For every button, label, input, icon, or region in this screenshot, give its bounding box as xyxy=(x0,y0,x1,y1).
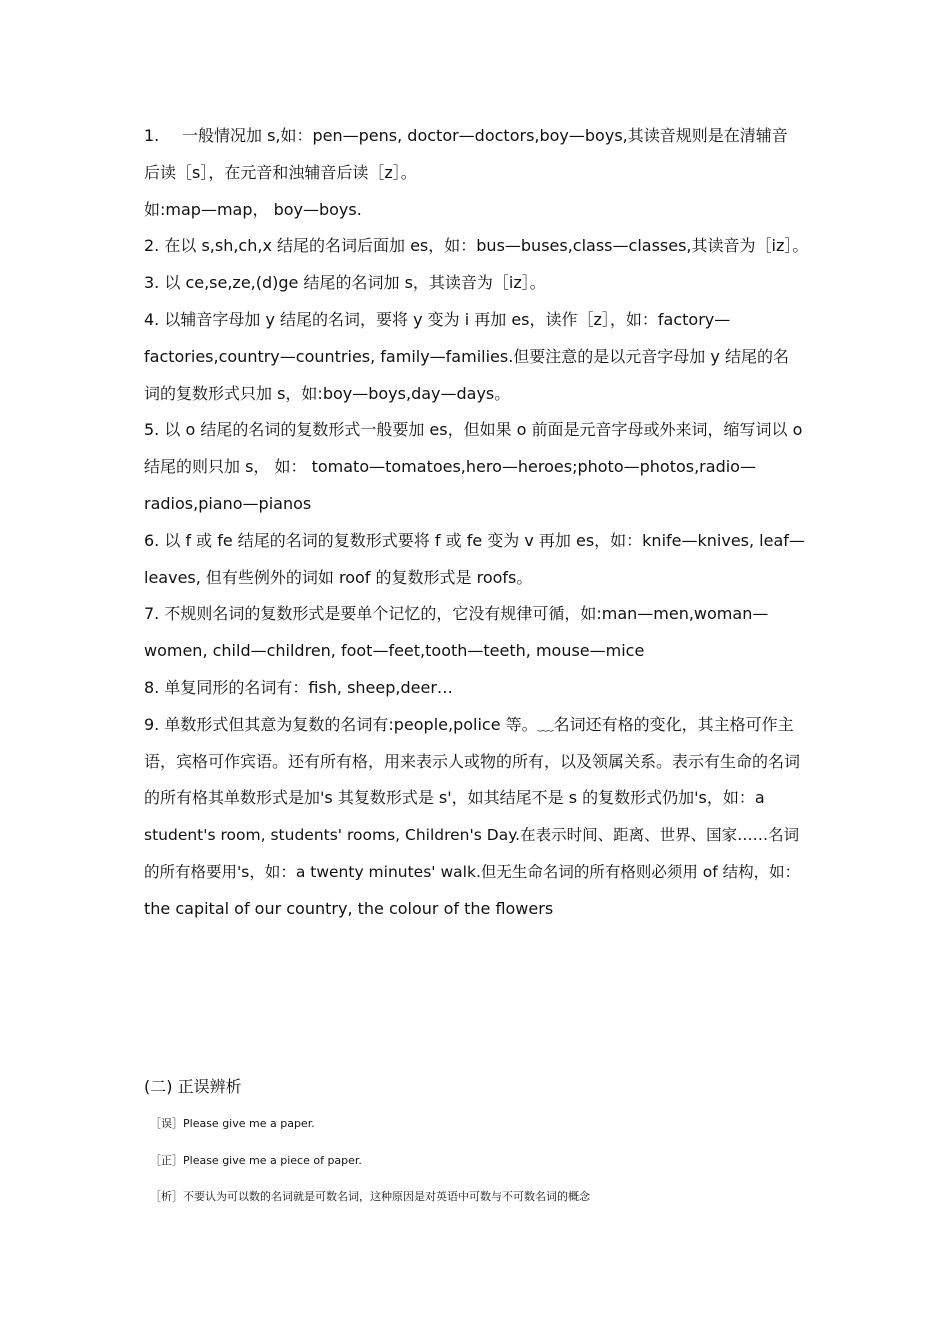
rule-9-line-1: 9. 单数形式但其意为复数的名词有:people,police 等。﹏名词还有格的变化，其主格可作主 xyxy=(144,714,794,734)
rule-3: 3. 以 ce,se,ze,(d)ge 结尾的名词加 s，其读音为［iz］。 xyxy=(144,273,546,293)
rule-5-line-3: radios,piano—pianos xyxy=(144,493,312,513)
rule-1-line-3: 如:map—map， boy—boys. xyxy=(144,199,362,219)
section-heading: (二) 正误辨析 xyxy=(144,1077,242,1096)
rule-6-line-2: leaves, 但有些例外的词如 roof 的复数形式是 roofs。 xyxy=(144,567,533,587)
analysis-text: ［析］不要认为可以数的名词就是可数名词，这种原因是对英语中可数与不可数名词的概念 xyxy=(150,1190,590,1204)
rule-9-line-5: 的所有格要用's，如：a twenty minutes' walk.但无生命名词的所有格则必须用 of 结构，如： xyxy=(144,862,801,881)
rule-4-line-3: 词的复数形式只加 s，如:boy—boys,day—days。 xyxy=(144,383,511,403)
plural-rules-section xyxy=(144,118,809,928)
rule-7-line-1: 7. 不规则名词的复数形式是要单个记忆的，它没有规律可循，如:man—men,woman— xyxy=(144,604,769,624)
rule-8: 8. 单复同形的名词有：fish, sheep,deer… xyxy=(144,677,453,697)
rule-9-line-2: 语，宾格可作宾语。还有所有格，用来表示人或物的所有，以及领属关系。表示有生命的名词 xyxy=(144,751,801,771)
rule-9-line-6: the capital of our country, the colour of the flowers xyxy=(144,898,554,918)
rule-5-line-2: 结尾的则只加 s， 如： tomato—tomatoes,hero—heroes;photo—photos,radio— xyxy=(144,457,756,477)
rule-2: 2. 在以 s,sh,ch,x 结尾的名词后面加 es，如：bus—buses,class—classes,其读音为［iz］。 xyxy=(144,236,809,256)
rule-4-line-2: factories,country—countries, family—families.但要注意的是以元音字母加 y 结尾的名 xyxy=(144,346,789,366)
rule-4-line-1: 4. 以辅音字母加 y 结尾的名词，要将 y 变为 i 再加 es，读作［z］，如：factory— xyxy=(144,309,731,329)
rule-5-line-1: 5. 以 o 结尾的名词的复数形式一般要加 es，但如果 o 前面是元音字母或外来词，缩写词以 o xyxy=(144,420,803,440)
rule-1-text: 一般情况加 s,如：pen—pens, doctor—doctors,boy—boys,其读音规则是在清辅音 xyxy=(182,126,788,145)
error-analysis-section xyxy=(144,1069,809,1216)
rule-1-line-2: 后读［s］，在元音和浊辅音后读［z］。 xyxy=(144,162,417,182)
wrong-example: ［误］Please give me a paper. xyxy=(150,1116,315,1130)
rule-9-line-3: 的所有格其单数形式是加's 其复数形式是 s'，如其结尾不是 s 的复数形式仍加's，如：a xyxy=(144,788,765,808)
rule-1-number: 1. xyxy=(144,126,160,145)
rule-9-line-4: student's room, students' rooms, Children's Day.在表示时间、距离、世界、国家……名词 xyxy=(144,826,800,845)
rule-7-line-2: women, child—children, foot—feet,tooth—teeth, mouse—mice xyxy=(144,641,645,661)
correct-example: ［正］Please give me a piece of paper. xyxy=(150,1153,362,1167)
rule-1-line-1 xyxy=(144,118,809,155)
rule-6-line-1: 6. 以 f 或 fe 结尾的名词的复数形式要将 f 或 fe 变为 v 再加 es，如：knife—knives, leaf— xyxy=(144,530,805,550)
